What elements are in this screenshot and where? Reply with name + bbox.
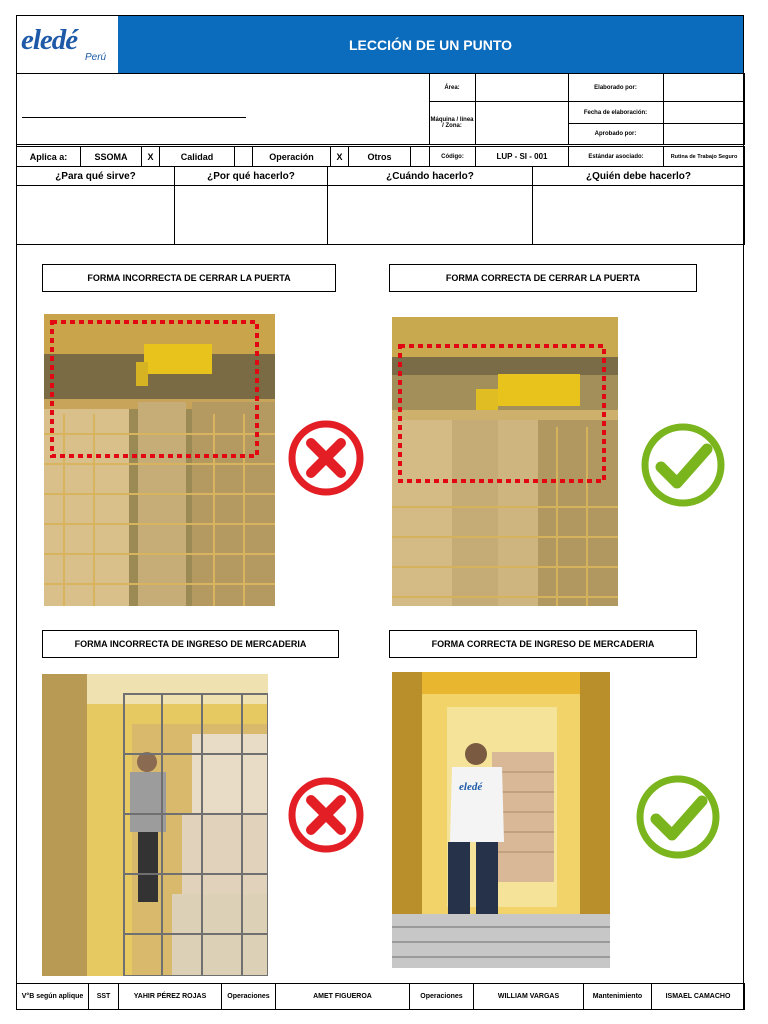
logo-text: eledé — [21, 24, 78, 56]
caption-door-right: FORMA CORRECTA DE CERRAR LA PUERTA — [389, 264, 697, 292]
check-circle-icon — [634, 773, 722, 861]
operacion-label: Operación — [253, 147, 331, 167]
signoff-table — [16, 983, 745, 1010]
lup-sheet — [16, 15, 744, 1010]
otros-checkbox[interactable] — [411, 147, 430, 167]
estandar-label: Estándar asociado: — [569, 147, 664, 167]
question-para-que: ¿Para qué sirve? — [17, 167, 175, 186]
area-label: Área: — [429, 74, 475, 102]
info-table — [16, 73, 745, 145]
question-cuando: ¿Cuándo hacerlo? — [328, 167, 533, 186]
elaborado-label: Elaborado por: — [568, 74, 663, 102]
operaciones-signer-1: AMET FIGUEROA — [276, 984, 410, 1010]
operaciones-label-1: Operaciones — [222, 984, 276, 1010]
area-value[interactable] — [475, 74, 568, 102]
mantenimiento-signer: ISMAEL CAMACHO — [652, 984, 745, 1010]
x-circle-icon — [287, 776, 365, 854]
photo-door-right — [392, 317, 618, 606]
codigo-value: LUP - SI - 001 — [476, 147, 569, 167]
aplica-label: Aplica a: — [17, 147, 81, 167]
elaborado-value[interactable] — [663, 74, 744, 102]
operaciones-label-2: Operaciones — [410, 984, 474, 1010]
check-circle-icon — [639, 421, 727, 509]
fecha-value[interactable] — [663, 102, 744, 124]
caption-goods-wrong: FORMA INCORRECTA DE INGRESO DE MERCADERIA — [42, 630, 339, 658]
question-por-que: ¿Por qué hacerlo? — [175, 167, 328, 186]
vb-label: V°B según aplique — [17, 984, 89, 1010]
maquina-value[interactable] — [475, 102, 568, 145]
answer-por-que[interactable] — [175, 186, 328, 245]
shirt-logo: eledé — [459, 781, 483, 793]
photo-goods-right — [392, 672, 610, 968]
maquina-label: Máquina / línea / Zona: — [429, 102, 475, 145]
aplica-table — [16, 146, 745, 167]
calidad-label: Calidad — [160, 147, 235, 167]
caption-goods-right: FORMA CORRECTA DE INGRESO DE MERCADERIA — [389, 630, 697, 658]
codigo-label: Código: — [430, 147, 476, 167]
page-title: LECCIÓN DE UN PUNTO — [118, 16, 743, 73]
otros-label: Otros — [349, 147, 411, 167]
header — [17, 16, 743, 74]
aprobado-value[interactable] — [663, 124, 744, 145]
ssoma-label: SSOMA — [81, 147, 142, 167]
questions-table — [16, 166, 745, 245]
blank-info-cell — [16, 74, 429, 145]
fecha-label: Fecha de elaboración: — [568, 102, 663, 124]
mantenimiento-label: Mantenimiento — [584, 984, 652, 1010]
answer-quien[interactable] — [533, 186, 745, 245]
caption-door-wrong: FORMA INCORRECTA DE CERRAR LA PUERTA — [42, 264, 336, 292]
x-circle-icon — [287, 419, 365, 497]
operaciones-signer-2: WILLIAM VARGAS — [474, 984, 584, 1010]
answer-para-que[interactable] — [17, 186, 175, 245]
sst-label: SST — [89, 984, 119, 1010]
estandar-value: Rutina de Trabajo Seguro — [664, 147, 745, 167]
photo-door-wrong — [44, 314, 275, 606]
logo-subtext: Perú — [85, 52, 107, 63]
answer-cuando[interactable] — [328, 186, 533, 245]
title-underline — [22, 117, 246, 118]
question-quien: ¿Quién debe hacerlo? — [533, 167, 745, 186]
logo — [17, 16, 119, 73]
aprobado-label: Aprobado por: — [568, 124, 663, 145]
operacion-checkbox[interactable]: X — [331, 147, 349, 167]
calidad-checkbox[interactable] — [235, 147, 253, 167]
ssoma-checkbox[interactable]: X — [142, 147, 160, 167]
photo-goods-wrong — [42, 674, 268, 976]
sst-signer: YAHIR PÉREZ ROJAS — [119, 984, 222, 1010]
